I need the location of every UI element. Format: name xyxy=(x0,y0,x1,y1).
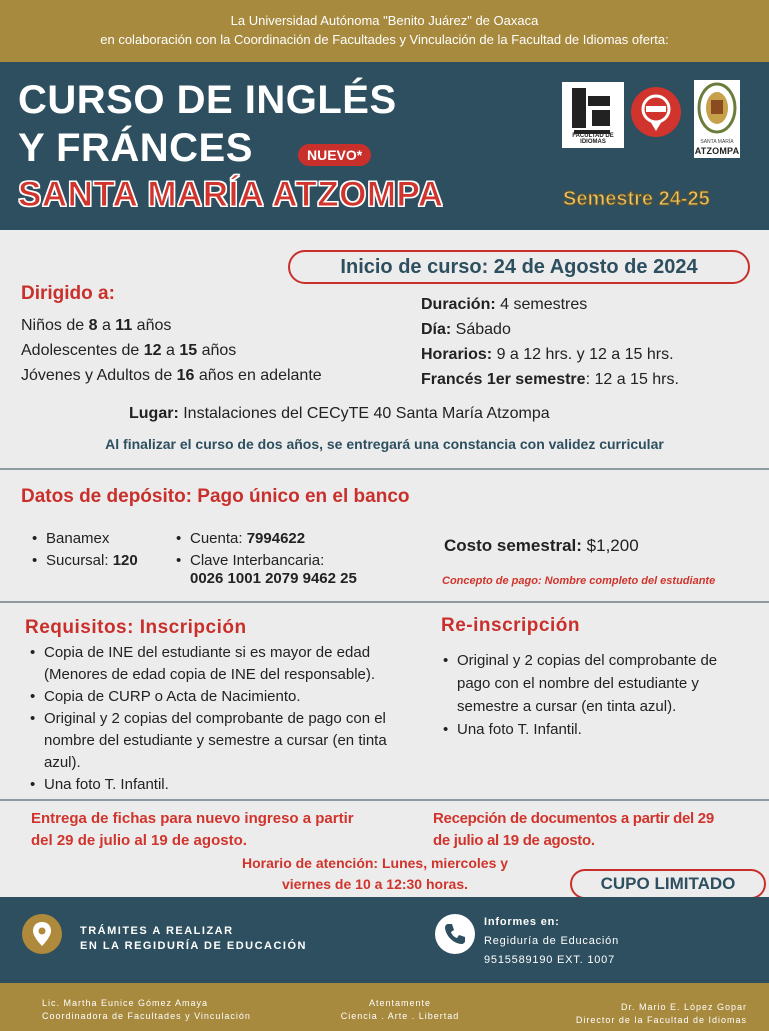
requisito-item: • Copia de INE del estudiante si es mayor de edad (Menores de edad copia de INE del responsable). xyxy=(28,642,420,686)
tramites-line-1: TRÁMITES A REALIZAR xyxy=(80,925,234,937)
signature-right xyxy=(576,1001,747,1027)
account-info-list xyxy=(174,528,324,572)
location-pin-icon xyxy=(631,87,681,137)
dirigido-adultos: Jóvenes y Adultos de 16 años en adelante xyxy=(21,367,322,384)
requisitos-list xyxy=(28,642,420,796)
phone-icon xyxy=(435,914,475,954)
facultad-idiomas-logo xyxy=(562,82,624,148)
constancia-note: Al finalizar el curso de dos años, se entregará una constancia con validez curricular xyxy=(105,436,664,452)
horario-atencion: Horario de atención: Lunes, miercoles y viernes de 10 a 12:30 horas. xyxy=(241,855,509,892)
dia-line: Día: Sábado xyxy=(421,321,511,338)
dirigido-heading: Dirigido a: xyxy=(21,283,115,304)
title-line-1: CURSO DE INGLÉS xyxy=(18,78,397,122)
costo-line: Costo semestral: $1,200 xyxy=(444,536,639,555)
right-name: Dr. Mario E. López Gopar xyxy=(620,1002,747,1012)
dirigido-list xyxy=(21,313,322,388)
header-line-2: en colaboración con la Coordinación de Facultades y Vinculación de la Facultad de Idiomas oferta: xyxy=(100,32,669,47)
reinscripcion-item: • Original y 2 copias del comprobante de pago con el nombre del estudiante y semestre a cursar (en tinta azul). xyxy=(441,649,751,718)
tramites-line-2: EN LA REGIDURÍA DE EDUCACIÓN xyxy=(80,940,307,952)
reinscripcion-item: • Una foto T. Infantil. xyxy=(441,718,751,741)
cuenta-item: • Cuenta: 7994622 xyxy=(174,528,324,550)
left-name: Lic. Martha Eunice Gómez Amaya xyxy=(42,998,209,1008)
bank-info-list xyxy=(30,528,138,572)
informes-block xyxy=(484,913,619,970)
course-details xyxy=(421,292,679,392)
tramites-text xyxy=(80,924,307,954)
section-divider-2 xyxy=(0,601,769,603)
right-role: Director de la Facultad de Idiomas xyxy=(575,1015,747,1025)
concepto-note: Concepto de pago: Nombre completo del estudiante xyxy=(442,575,716,587)
sucursal-item: • Sucursal: 120 xyxy=(30,550,138,572)
logo-caption-atzompa: ATZOMPA xyxy=(694,146,740,156)
reinscripcion-heading: Re-inscripción xyxy=(441,615,580,636)
reinscripcion-list xyxy=(441,649,751,741)
top-header xyxy=(0,0,769,62)
logo-sub-caption: SANTA MARÍA xyxy=(700,139,734,145)
informes-place: Regiduría de Educación xyxy=(484,935,620,947)
requisito-item: • Copia de CURP o Acta de Nacimiento. xyxy=(28,686,420,708)
section-divider-3 xyxy=(0,799,769,801)
left-role: Coordinadora de Facultades y Vinculación xyxy=(42,1011,251,1021)
deposito-heading: Datos de depósito: Pago único en el banco xyxy=(21,486,410,507)
clabe-number: 0026 1001 2079 9462 25 xyxy=(190,570,357,587)
logo-caption: FACULTAD DE IDIOMAS xyxy=(572,133,614,145)
atentamente: Atentamente xyxy=(368,998,432,1008)
location-title: SANTA MARÍA ATZOMPA xyxy=(18,175,444,214)
dirigido-adolescentes: Adolescentes de 12 a 15 años xyxy=(21,342,237,359)
requisitos-heading: Requisitos: Inscripción xyxy=(25,617,247,638)
cupo-limitado-badge: CUPO LIMITADO xyxy=(570,869,766,899)
requisito-item: • Una foto T. Infantil. xyxy=(28,774,420,796)
horarios-line: Horarios: 9 a 12 hrs. y 12 a 15 hrs. xyxy=(421,346,674,363)
requisito-item: • Original y 2 copias del comprobante de pago con el nombre del estudiante y semestre a cursar (en tinta azul). xyxy=(28,708,420,774)
clabe-label-item: • Clave Interbancaria: xyxy=(174,550,324,572)
footer-info xyxy=(0,897,769,983)
location-pin-icon xyxy=(22,914,62,954)
dirigido-ninos: Niños de 8 a 11 años xyxy=(21,317,172,334)
signature-left xyxy=(42,997,251,1023)
inicio-curso-badge: Inicio de curso: 24 de Agosto de 2024 xyxy=(288,250,750,284)
hero-banner xyxy=(0,62,769,230)
frances-line: Francés 1er semestre: 12 a 15 hrs. xyxy=(421,371,679,388)
informes-label: Informes en: xyxy=(484,916,560,928)
recepcion-documentos: Recepción de documentos a partir del 29 de julio al 19 de agosto. xyxy=(433,810,714,849)
entrega-fichas: Entrega de fichas para nuevo ingreso a partir del 29 de julio al 19 de agosto. xyxy=(31,810,354,849)
banco-item: • Banamex xyxy=(30,528,138,550)
header-line-1: La Universidad Autónoma "Benito Juárez" de Oaxaca xyxy=(230,13,539,28)
section-divider-1 xyxy=(0,468,769,470)
signatures-footer xyxy=(0,983,769,1031)
semestre-label: Semestre 24-25 xyxy=(563,188,710,210)
atzompa-logo xyxy=(694,80,740,158)
nuevo-badge: NUEVO* xyxy=(298,144,371,166)
red-circle-logo xyxy=(631,87,681,137)
lema: Ciencia . Arte . Libertad xyxy=(340,1011,460,1021)
signature-center xyxy=(300,997,500,1023)
duracion-line: Duración: 4 semestres xyxy=(421,296,588,313)
atzompa-emblem-icon xyxy=(694,80,740,136)
informes-phone: 9515589190 EXT. 1007 xyxy=(484,954,615,966)
title-line-2: Y FRÁNCES xyxy=(18,126,253,170)
lugar-line: Lugar: Instalaciones del CECyTE 40 Santa María Atzompa xyxy=(129,405,550,422)
